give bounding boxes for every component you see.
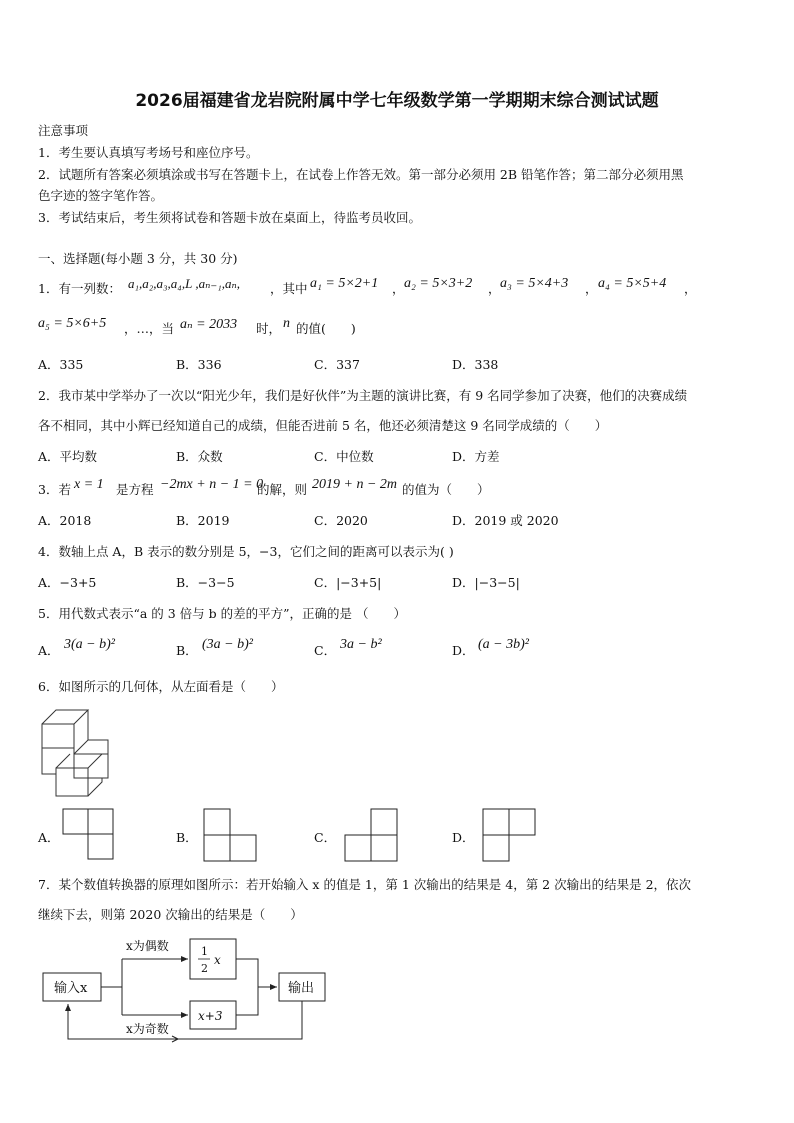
q1-eq4: a₄ = 5×5+4 <box>598 276 667 291</box>
q5-label-c: C． <box>314 643 337 658</box>
q1-tail: 的值( ) <box>296 321 356 336</box>
q1-option-a: A．335 <box>38 357 84 372</box>
q3-option-b: B．2019 <box>176 513 230 528</box>
output-label: 输出 <box>288 981 315 996</box>
q3-equation: −2mx + n − 1 = 0 <box>160 477 264 492</box>
even-label: x为偶数 <box>126 939 169 953</box>
notice-heading: 注意事项 <box>38 123 89 138</box>
q1-eq1: a₁ = 5×2+1 <box>310 276 379 291</box>
q6-option-b-figure[interactable] <box>203 808 259 864</box>
half-box <box>190 939 236 979</box>
q5-option-b: (3a − b)² <box>202 637 253 652</box>
half-numerator: 1 <box>201 945 208 958</box>
q2-option-c: C．中位数 <box>314 449 374 464</box>
notice-item: 3．考试结束后，考生须将试卷和答题卡放在桌面上，待监考员收回。 <box>38 210 421 225</box>
q2-option-a: A．平均数 <box>38 449 98 464</box>
q2-line1: 2．我市某中学举办了一次以“阳光少年，我们是好伙伴”为主题的演讲比赛，有 9 名同学参加了决赛，他们的决赛成绩 <box>38 388 688 403</box>
q4-text: 4．数轴上点 A，B 表示的数分别是 5，−3，它们之间的距离可以表示为( ) <box>38 544 454 559</box>
q3-mid: 是方程 <box>116 482 154 497</box>
q1-prefix: 1．有一列数： <box>38 281 121 296</box>
q3-tail: 的值为（ ） <box>402 482 490 497</box>
q6-text: 6．如图所示的几何体，从左面看是（ ） <box>38 679 284 694</box>
q6-option-c-figure[interactable] <box>344 808 400 864</box>
q6-solid-figure <box>38 706 118 798</box>
q3-condition: x = 1 <box>74 477 104 492</box>
section-heading: 一、选择题(每小题 3 分，共 30 分) <box>38 251 238 266</box>
q2-option-d: D．方差 <box>452 449 500 464</box>
q1-n: n <box>283 316 290 331</box>
q1-sequence: a₁,a₂,a₃,a₄,L ,aₙ₋₁,aₙ, <box>128 276 240 291</box>
q4-option-d: D．|−3−5| <box>452 575 520 590</box>
q5-label-b: B． <box>176 643 198 658</box>
q5-text: 5．用代数式表示“a 的 3 倍与 b 的差的平方”，正确的是 （ ） <box>38 606 406 621</box>
q1-option-b: B．336 <box>176 357 222 372</box>
q6-label-d: D． <box>452 830 475 845</box>
q4-option-b: B．−3−5 <box>176 575 235 590</box>
q1-option-d: D．338 <box>452 357 499 372</box>
q5-option-d: (a − 3b)² <box>478 637 529 652</box>
q4-option-a: A．−3+5 <box>38 575 97 590</box>
half-denominator: 2 <box>201 962 208 975</box>
q6-option-a-figure[interactable] <box>62 808 116 862</box>
odd-label: x为奇数 <box>126 1022 169 1036</box>
q1-option-c: C．337 <box>314 357 360 372</box>
half-variable: x <box>214 953 221 967</box>
notice-item: 色字迹的签字笔作答。 <box>38 188 164 203</box>
q1-eq2: a₂ = 5×3+2 <box>404 276 473 291</box>
q2-line2: 各不相同，其中小辉已经知道自己的成绩，但能否进前 5 名，他还必须清楚这 9 名同学成绩的（ ） <box>38 418 608 433</box>
q5-option-a: 3(a − b)² <box>64 637 115 652</box>
q1-condition: aₙ = 2033 <box>180 317 238 332</box>
q6-label-b: B． <box>176 830 198 845</box>
q7-line1: 7．某个数值转换器的原理如图所示：若开始输入 x 的值是 1，第 1 次输出的结果是 4，第 2 次输出的结果是 2，依次 <box>38 877 692 892</box>
q2-option-b: B．众数 <box>176 449 223 464</box>
q3-option-c: C．2020 <box>314 513 368 528</box>
q3-expression: 2019 + n − 2m <box>312 477 398 492</box>
q1-eq3: a₃ = 5×4+3 <box>500 276 569 291</box>
q5-option-c: 3a − b² <box>340 637 382 652</box>
q3-option-a: A．2018 <box>38 513 92 528</box>
notice-item: 2．试题所有答案必须填涂或书写在答题卡上，在试卷上作答无效。第一部分必须用 2B 铅笔作答；第二部分必须用黑 <box>38 167 684 182</box>
q6-option-d-figure[interactable] <box>482 808 538 864</box>
q3-option-d: D．2019 或 2020 <box>452 513 559 528</box>
q1-line2-mid: ，…，当 <box>124 321 175 336</box>
q3-prefix: 3．若 <box>38 482 71 497</box>
plus3-label: x+3 <box>198 1009 223 1023</box>
q6-label-a: A． <box>38 830 60 845</box>
input-label: 输入x <box>54 981 88 996</box>
q5-label-d: D． <box>452 643 475 658</box>
q1-mid: ，其中 <box>270 281 308 296</box>
q5-label-a: A． <box>38 643 60 658</box>
page-title: 2026届福建省龙岩院附属中学七年级数学第一学期期末综合测试试题 <box>135 91 659 111</box>
q6-label-c: C． <box>314 830 337 845</box>
q1-line2-end: 时， <box>256 321 282 336</box>
notice-item: 1．考生要认真填写考场号和座位序号。 <box>38 145 259 160</box>
q7-line2: 继续下去，则第 2020 次输出的结果是（ ） <box>38 907 303 922</box>
q3-mid2: 的解，则 <box>257 482 308 497</box>
q1-eq5: a₅ = 5×6+5 <box>38 316 107 331</box>
q4-option-c: C．|−3+5| <box>314 575 382 590</box>
q7-flow-diagram <box>38 935 338 1047</box>
